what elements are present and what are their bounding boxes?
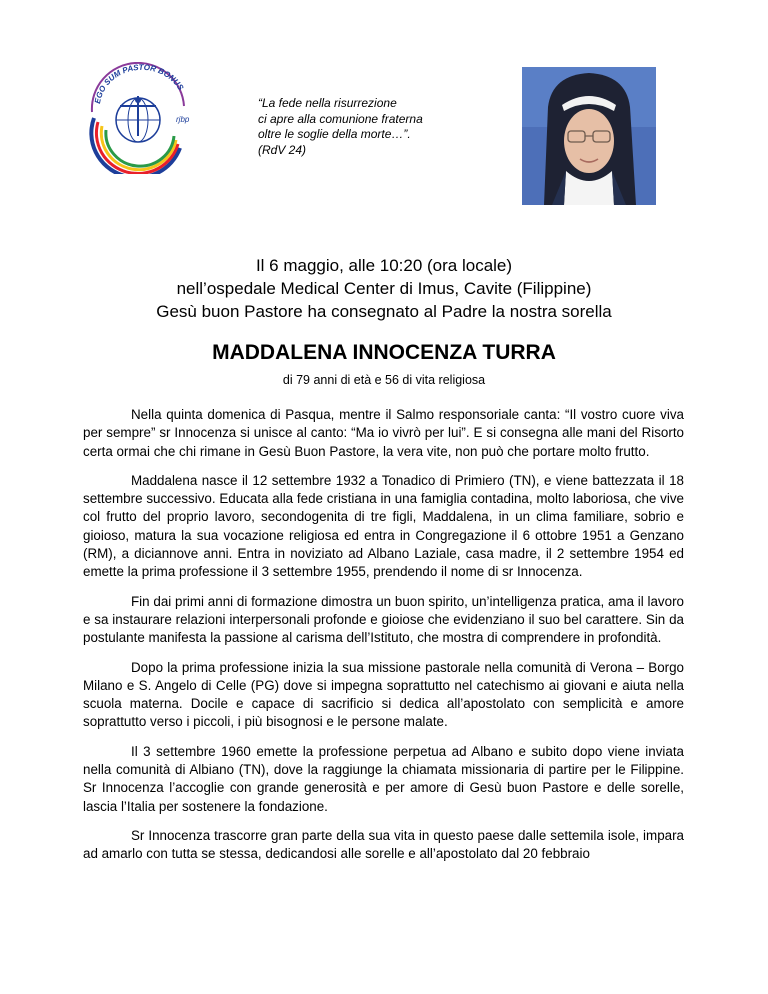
quote-line: “La fede nella risurrezione — [258, 96, 397, 110]
biography-paragraph: Fin dai primi anni di formazione dimostra un buon spirito, un’intelligenza pratica, ama il lavoro e sa instaurare relazioni interpersonali profonde e gioiose che evidenziano il suo bel carattere. Sin da postulante manifesta la passione al carisma dell’Istituto, che mostra di comprendere in profondità. — [83, 593, 684, 646]
quote-line: oltre le soglie della morte…”. — [258, 127, 411, 141]
portrait-photo — [522, 67, 656, 205]
quote-line: ci apre alla comunione fraterna — [258, 111, 423, 126]
death-announcement — [0, 254, 768, 323]
logo-initials: rjbp — [176, 115, 190, 124]
biography-paragraph: Dopo la prima professione inizia la sua missione pastorale nella comunità di Verona – Borgo Milano e S. Angelo di Celle (PG) dove si impegna soprattutto nel catechismo ai giovani e aiuta nella scuola materna. Docile e capace di sacrificio si dedica all’apostolato con semplicità e amore soprattutto verso i piccoli, i più bisognosi e le persone malate. — [83, 659, 684, 730]
announcement-line: Il 6 maggio, alle 10:20 (ora locale) — [255, 256, 513, 275]
svg-text:EGO SUM PASTOR BONUS: EGO SUM PASTOR BONUS — [93, 62, 186, 105]
congregation-logo — [80, 62, 198, 174]
age-and-religious-life: di 79 anni di età e 56 di vita religiosa — [282, 373, 486, 387]
logo-emblem-icon — [80, 62, 198, 174]
biography-paragraph: Sr Innocenza trascorre gran parte della sua vita in questo paese dalle settemila isole, impara ad amarlo con tutta se stessa, dedicandosi alle sorelle e all’apostolato dal 20 febbraio — [83, 827, 684, 862]
quote-reference: (RdV 24) — [258, 142, 307, 157]
sister-name: MADDALENA INNOCENZA TURRA — [212, 341, 556, 364]
biography-paragraph: Maddalena nasce il 12 settembre 1932 a Tonadico di Primiero (TN), e viene battezzata il 18 settembre successivo. Educata alla fede cristiana in una famiglia contadina, molto laboriosa, che vive col frutto del proprio lavoro, secondogenita di tre figli, Maddalena, in un clima familiare, sobrio e gioioso, matura la sua vocazione religiosa ed entra in Congregazione il 6 ottobre 1951 a Genzano (RM), a diciannove anni. Entra in noviziato ad Albano Laziale, casa madre, il 2 settembre 1954 ed emette la prima professione il 3 settembre 1955, prendendo il nome di sr Innocenza. — [83, 472, 684, 580]
biography-text — [83, 406, 684, 875]
announcement-line: nell’ospedale Medical Center di Imus, Cavite (Filippine) — [176, 279, 592, 298]
scripture-quote — [258, 96, 498, 158]
announcement-line: Gesù buon Pastore ha consegnato al Padre la nostra sorella — [156, 302, 612, 321]
biography-paragraph: Nella quinta domenica di Pasqua, mentre il Salmo responsoriale canta: “Il vostro cuore viva per sempre” sr Innocenza si unisce al canto: “Ma io vivrò per lui”. E si consegna alle mani del Risorto certa ormai che chi rimane in Gesù Buon Pastore, la vera vite, non può che portare molto frutto. — [83, 407, 684, 459]
biography-paragraph: Il 3 settembre 1960 emette la professione perpetua ad Albano e subito dopo viene inviata nella comunità di Albiano (TN), dove la raggiunge la chiamata missionaria di partire per le Filippine. Sr Innocenza l’accoglie con grande generosità e per amore di Gesù buon Pastore e delle sorelle, lascia l’Italia per sostenere la fondazione. — [83, 743, 684, 814]
